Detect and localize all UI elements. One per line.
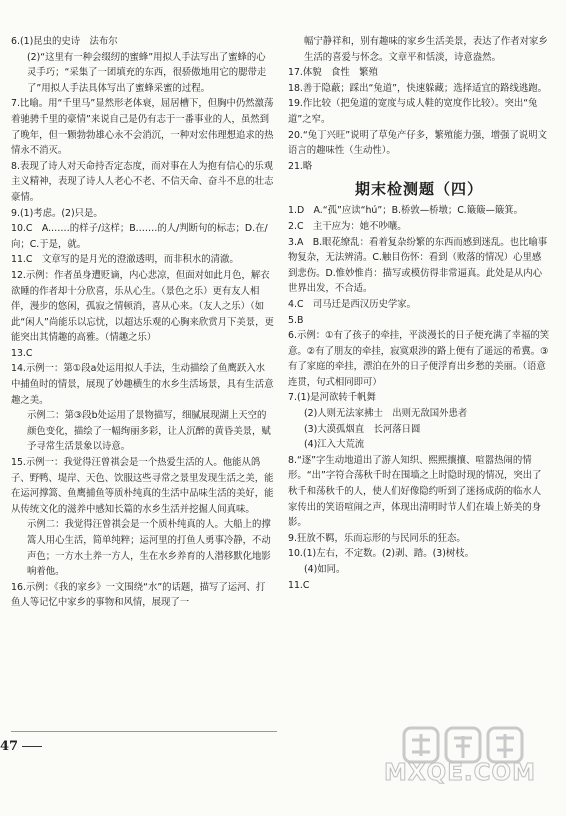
answer-item: (4)江入大荒流 <box>304 439 365 451</box>
answer-item: 20.“兔丁兴旺”说明了草兔产仔多，繁殖能力强，增强了说明文语言的趣味性（生动性）。 <box>288 129 548 157</box>
answer-item: 17.体貌 食性 繁殖 <box>288 67 378 79</box>
answer-item: 15.示例一：我觉得汪曾祺会是一个热爱生活的人。他能从鸽子、野鸭、堤岸、天色、饮服这些寻常之景里发现生活之美，能在运河撑篙、鱼鹰捕鱼等质朴纯真的生活中品味生活的美好，能从传统文化的滋养中感知长篇的水乡生活并挖掘人间真味。 <box>11 457 274 515</box>
answer-item: 8.“逐”字生动地道出了游人知织、熙熙攘攘、喧嚣热闹的情形。“出”字符合荡秋千时在围墙之上时隐时现的情况，突出了秋千和荡秋千的人，使人们好像隐约听到了迷扬成荫的临水人家传出的笑语喧闹之声，体现出清明时节人们在墙上娇美的身影。 <box>288 454 542 529</box>
answer-item: 6.(1)昆虫的史诗 法布尔 <box>11 36 118 47</box>
right-column-top <box>288 34 550 174</box>
answer-item: 7.比喻。用“千里马”显然形老体衰，屈居槽下，但胸中仍然激荡着驰骋千里的豪情”来说自己是仍有志于一番事业的人，虽然到了晚年，但一颗勃勃雄心永不会消沉，一种对宏伟理想追求的热情永不消灭。 <box>11 98 274 157</box>
answer-item: 10.C A.……的样子/这样；B.……的人/判断句的标志；D.在/向；C.于是，就。 <box>11 223 268 250</box>
answer-item: 2.C 主干应为：她不吵嚷。 <box>288 220 407 232</box>
right-column <box>288 34 550 593</box>
answer-item: 1.D A.“孤”应读“hú”；B.桥敦—桥墩；C.簸簸—簸箕。 <box>288 205 524 217</box>
answer-item: 21.略 <box>288 160 313 172</box>
answer-item: 4.C 司马迁是西汉历史学家。 <box>288 298 416 310</box>
answer-item: (2)人则无法家拂士 出则无敌国外患者 <box>304 408 468 420</box>
answer-item: 14.示例一：第①段a处运用拟人手法，生动描绘了鱼鹰跃入水中捕鱼时的情景，展现了妙趣横生的水乡生活场景，具有生活意趣之美。 <box>11 363 274 406</box>
answer-item: 11.C <box>288 579 310 591</box>
left-column <box>11 34 274 611</box>
answer-item: 9.(1)考虑。(2)只是。 <box>11 207 103 219</box>
answer-item: 8.表现了诗人对天命持否定态度，而对事在人为抱有信心的乐观主义精神，表现了诗人人老心不老、不信天命、奋斗不息的壮志豪情。 <box>11 160 274 203</box>
exam-heading: 期末检测题（四） <box>354 180 483 199</box>
answer-item: 16.示例：《我的家乡》一文围绕“水”的话题，描写了运河、打鱼人等记忆中家乡的事物和风情，展现了一 <box>11 581 266 609</box>
answer-item: 示例二：第③段b处运用了景物描写，细腻展现湖上天空的颜色变化，描绘了一幅绚丽多彩，让人沉醉的黄昏美景，赋予寻常生活景象以诗意。 <box>27 410 271 453</box>
answer-item: 6.示例：①有了孩子的牵挂，平淡漫长的日子便充满了幸福的笑意。②有了朋友的牵挂，寂寞艰涉的路上便有了遥远的希冀。③有了家庭的牵挂，漂泊在外的日子便浮育出乡愁的美丽。（语意连贯，句式相同即可） <box>288 330 550 388</box>
watermark-site: MXQE.COM <box>384 760 536 786</box>
answer-item: 9.狂放不羁，乐而忘形的与民同乐的狂态。 <box>288 532 466 544</box>
answer-item: 5.B <box>288 314 304 326</box>
page-divider <box>11 731 277 732</box>
watermark-logo <box>384 722 556 798</box>
answer-item: 3.A B.眼花缭乱：看着复杂纷繁的东西而感到迷乱。也比喻事物复杂，无法辨清。C.触目伤怀：看到（败落的情况）心里感到悲伤。D.惟妙惟肖：描写或模仿得非常逼真。此处是从内心世界出发，不合适。 <box>288 236 548 295</box>
answer-item: (2)“这里有一种会缀纫的蜜蜂”用拟人手法写出了蜜蜂的心灵手巧；“采集了一团填充的东西，很骄傲地用它的腮带走了”用拟人手法具体写出了蜜蜂采蜜的过程。 <box>27 51 267 94</box>
right-column-bottom <box>288 203 550 593</box>
answer-item: 11.C 文章写的是月光的澄澈透明，而非积水的清澈。 <box>11 254 239 266</box>
page-number: 47 <box>0 739 42 754</box>
answer-item: 7.(1)是河欲转千帆舞 <box>288 392 376 404</box>
answer-item: 19.作比较（把兔道的宽度与成人鞋的宽度作比较）。突出“兔道”之窄。 <box>288 98 538 125</box>
answer-item: 18.善于隐蔽；踩出“兔道”，快速躲藏；选择适宜的路线逃跑。 <box>288 82 548 94</box>
answer-item: 10.(1)左右，不定数。(2)剥、踏。(3)树枝。 <box>288 548 474 560</box>
answer-item: 12.示例：作者虽身遭贬谪，内心悲凉，但面对如此月色，解衣欲睡的作者却十分欣喜，乐从心生。（景色之乐）更有友人相伴，漫步的悠闲，孤寂之情顿消，喜从心来。（友人之乐）（如此“闲人”尚能乐以忘忧，以超达乐观的心胸来欣赏月下美景，更能突出其情趣的高雅。（情趣之乐） <box>11 269 274 344</box>
answer-item: 13.C <box>11 347 33 359</box>
answer-item: (3)大漠孤烟直 长河落日圆 <box>304 423 421 435</box>
answer-item: (4)如同。 <box>304 564 346 575</box>
answer-item: 幅宁静祥和，别有趣味的家乡生活美景，表达了作者对家乡生活的喜爱与怀念。文章平和恬淡，诗意盎然。 <box>304 36 548 63</box>
answer-item: 示例二：我觉得汪曾祺会是一个质朴纯真的人。大船上的撑篙人用心生活，简单纯粹；运河里的打鱼人勇事冷静，不动声色；一方水土养一方人，生在水乡养育的人潜移默化地影响着他。 <box>27 519 271 578</box>
